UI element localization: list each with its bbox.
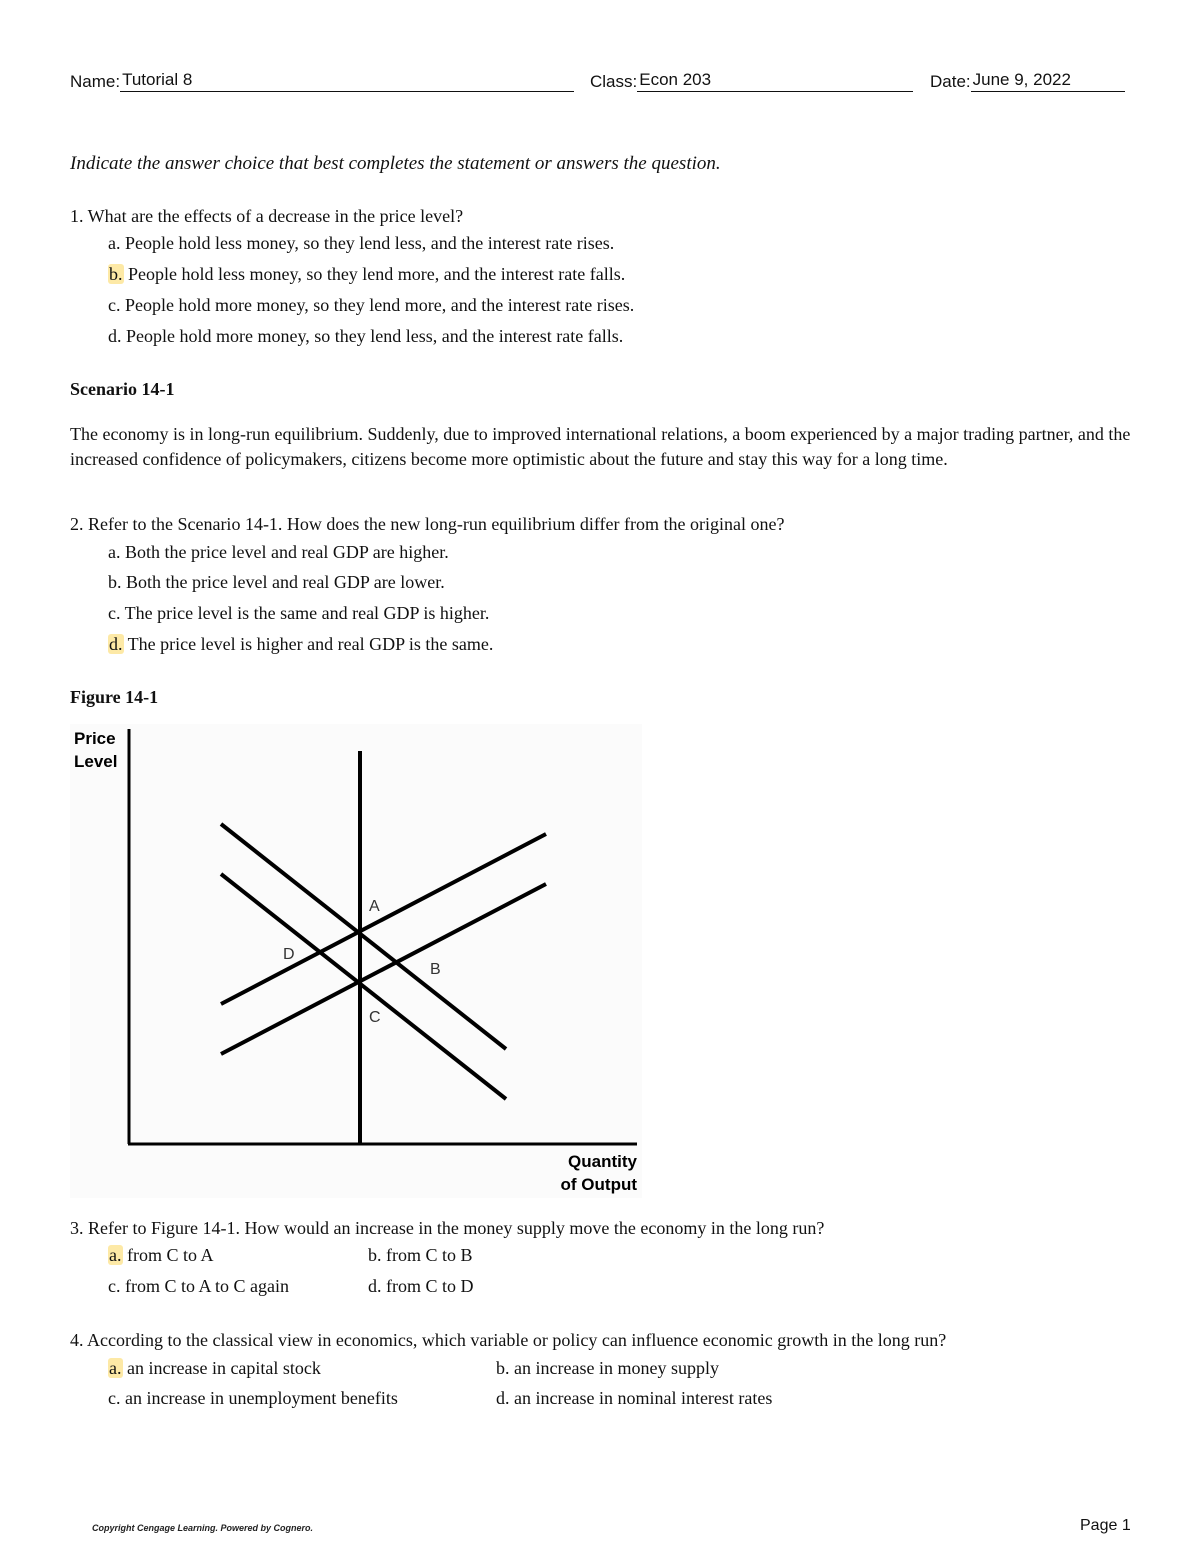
scenario-text: The economy is in long-run equilibrium. Suddenly, due to improved international relations, a boom experienced by a major trading partner, and the increased confidence of policymakers, citizens become more optimistic about the future and stay this way for a long time. xyxy=(70,424,1131,469)
option-letter: d. xyxy=(368,1276,382,1296)
x-axis-label-line2: of Output xyxy=(560,1175,637,1194)
option-text: The price level is higher and real GDP is the same. xyxy=(123,634,494,654)
option-text: from C to D xyxy=(381,1276,474,1296)
q1-option-b[interactable] xyxy=(108,264,625,285)
x-axis-label-line1: Quantity xyxy=(568,1152,637,1171)
name-field xyxy=(70,70,574,92)
q2-option-c[interactable] xyxy=(108,603,489,624)
option-letter: c. xyxy=(108,1388,121,1408)
scenario-title: Scenario 14-1 xyxy=(70,379,175,399)
option-text: from C to A xyxy=(122,1245,214,1265)
q4-prompt: 4. According to the classical view in economics, which variable or policy can influence economic growth in the long run? xyxy=(70,1330,947,1350)
option-letter: a. xyxy=(108,542,121,562)
figure-background xyxy=(70,724,642,1198)
q3-prompt: 3. Refer to Figure 14-1. How would an increase in the money supply move the economy in the long run? xyxy=(70,1218,825,1238)
option-letter-selected: a. xyxy=(109,1358,122,1378)
option-text: an increase in nominal interest rates xyxy=(509,1388,773,1408)
option-letter: c. xyxy=(108,295,121,315)
point-label-d: D xyxy=(283,946,295,963)
point-label-b: B xyxy=(430,961,441,978)
q2-option-a[interactable] xyxy=(108,542,449,563)
page-number: Page 1 xyxy=(1080,1517,1131,1534)
date-field xyxy=(930,70,1125,92)
q2-option-d[interactable] xyxy=(108,634,493,655)
option-letter-selected: a. xyxy=(109,1245,122,1265)
instructions: Indicate the answer choice that best completes the statement or answers the question. xyxy=(70,153,721,174)
option-text: People hold more money, so they lend less, and the interest rate falls. xyxy=(121,326,624,346)
q4-option-d[interactable] xyxy=(496,1388,772,1409)
q3-option-d[interactable] xyxy=(368,1276,474,1297)
option-text: an increase in money supply xyxy=(509,1358,719,1378)
option-text: The price level is the same and real GDP is higher. xyxy=(120,603,490,623)
option-letter: c. xyxy=(108,1276,121,1296)
header xyxy=(70,70,1132,96)
date-value: June 9, 2022 xyxy=(971,70,1125,92)
option-letter-selected: b. xyxy=(109,264,123,284)
option-letter: d. xyxy=(496,1388,510,1408)
class-field xyxy=(590,70,913,92)
y-axis-label-line1: Price xyxy=(74,729,116,748)
option-letter: d. xyxy=(108,326,122,346)
option-text: People hold less money, so they lend more, and the interest rate falls. xyxy=(123,264,626,284)
q3-option-b[interactable] xyxy=(368,1245,473,1266)
class-label: Class: xyxy=(590,72,638,91)
option-text: an increase in unemployment benefits xyxy=(120,1388,398,1408)
option-letter: c. xyxy=(108,603,121,623)
option-text: an increase in capital stock xyxy=(122,1358,321,1378)
option-text: from C to A to C again xyxy=(120,1276,289,1296)
option-letter: b. xyxy=(368,1245,382,1265)
option-letter: b. xyxy=(496,1358,510,1378)
date-label: Date: xyxy=(930,72,971,91)
figure-14-1 xyxy=(70,724,642,1203)
option-text: People hold more money, so they lend more, and the interest rate rises. xyxy=(120,295,635,315)
option-letter: a. xyxy=(108,233,121,253)
y-axis-label-line2: Level xyxy=(74,752,118,771)
q4-option-b[interactable] xyxy=(496,1358,719,1379)
copyright-notice: Copyright Cengage Learning. Powered by Cognero. xyxy=(92,1523,314,1533)
q1-option-a[interactable] xyxy=(108,233,614,254)
q3-option-a[interactable] xyxy=(108,1245,214,1266)
q1-prompt: 1. What are the effects of a decrease in the price level? xyxy=(70,206,464,226)
option-letter: b. xyxy=(108,572,122,592)
option-text: Both the price level and real GDP are lower. xyxy=(121,572,445,592)
ad-as-diagram xyxy=(70,724,642,1198)
point-label-c: C xyxy=(369,1009,381,1026)
option-letter-selected: d. xyxy=(109,634,123,654)
q2-option-b[interactable] xyxy=(108,572,445,593)
option-text: Both the price level and real GDP are higher. xyxy=(120,542,449,562)
point-label-a: A xyxy=(369,898,380,915)
q2-prompt: 2. Refer to the Scenario 14-1. How does the new long-run equilibrium differ from the original one? xyxy=(70,514,785,534)
option-text: People hold less money, so they lend less, and the interest rate rises. xyxy=(120,233,615,253)
q3-option-c[interactable] xyxy=(108,1276,289,1297)
option-text: from C to B xyxy=(381,1245,473,1265)
name-label: Name: xyxy=(70,72,121,91)
q4-option-a[interactable] xyxy=(108,1358,321,1379)
q1-option-c[interactable] xyxy=(108,295,634,316)
name-value: Tutorial 8 xyxy=(120,70,574,92)
figure-title: Figure 14-1 xyxy=(70,687,159,707)
q4-option-c[interactable] xyxy=(108,1388,398,1409)
q1-option-d[interactable] xyxy=(108,326,623,347)
class-value: Econ 203 xyxy=(637,70,913,92)
